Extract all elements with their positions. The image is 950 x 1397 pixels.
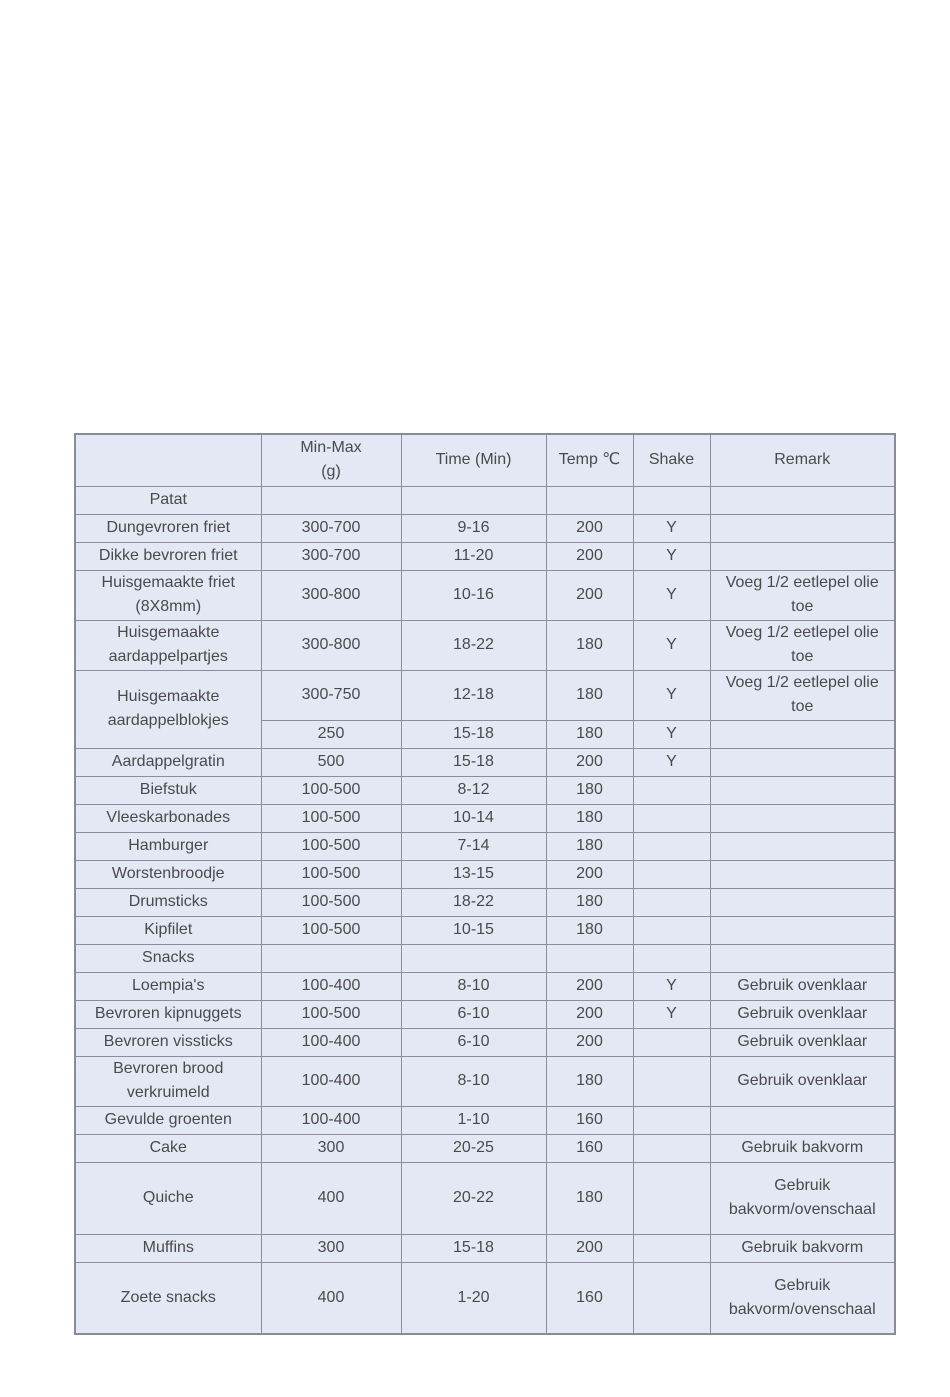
cell-minmax: 300-700 — [261, 514, 401, 542]
cell-food: Huisgemaakte aardappelblokjes — [75, 670, 261, 748]
cell-time: 13-15 — [401, 860, 546, 888]
cell-shake — [633, 1028, 710, 1056]
cell-temp: 180 — [546, 776, 633, 804]
cell-temp: 160 — [546, 1106, 633, 1134]
cell-shake: Y — [633, 670, 710, 720]
cell-remark — [710, 486, 895, 514]
cell-minmax: 400 — [261, 1262, 401, 1334]
cell-temp: 160 — [546, 1134, 633, 1162]
cell-minmax: 300-800 — [261, 570, 401, 620]
table-row — [75, 972, 895, 1000]
cell-minmax: 100-400 — [261, 1028, 401, 1056]
table-row — [75, 1262, 895, 1334]
cell-food: Drumsticks — [75, 888, 261, 916]
cell-food: Muffins — [75, 1234, 261, 1262]
cell-minmax: 300 — [261, 1134, 401, 1162]
cooking-table — [74, 433, 896, 1335]
cell-temp: 180 — [546, 888, 633, 916]
cell-remark: Gebruik ovenklaar — [710, 1000, 895, 1028]
table-row — [75, 514, 895, 542]
header-time: Time (Min) — [401, 434, 546, 486]
cell-time: 15-18 — [401, 1234, 546, 1262]
cell-shake — [633, 1162, 710, 1234]
cell-food: Bevroren kipnuggets — [75, 1000, 261, 1028]
cell-time: 18-22 — [401, 888, 546, 916]
cell-remark — [710, 542, 895, 570]
table-row — [75, 1234, 895, 1262]
cell-temp: 180 — [546, 832, 633, 860]
cell-remark: Voeg 1/2 eetlepel olie toe — [710, 620, 895, 670]
table-row — [75, 542, 895, 570]
cell-temp: 200 — [546, 1234, 633, 1262]
cell-time: 12-18 — [401, 670, 546, 720]
cell-shake — [633, 804, 710, 832]
cell-temp: 200 — [546, 1000, 633, 1028]
header-remark: Remark — [710, 434, 895, 486]
cell-time: 15-18 — [401, 748, 546, 776]
cell-shake — [633, 776, 710, 804]
cell-remark: Gebruik bakvorm/ovenschaal — [710, 1262, 895, 1334]
table-body — [75, 486, 895, 1334]
table-row — [75, 860, 895, 888]
cell-food: Dikke bevroren friet — [75, 542, 261, 570]
table-row — [75, 804, 895, 832]
cell-minmax: 100-500 — [261, 832, 401, 860]
table-row — [75, 570, 895, 620]
cell-time: 7-14 — [401, 832, 546, 860]
cell-food: Biefstuk — [75, 776, 261, 804]
table-row — [75, 486, 895, 514]
table-row — [75, 1106, 895, 1134]
cell-temp: 200 — [546, 1028, 633, 1056]
cell-temp: 180 — [546, 670, 633, 720]
cell-minmax: 250 — [261, 720, 401, 748]
cell-shake — [633, 1106, 710, 1134]
cell-remark: Gebruik bakvorm/ovenschaal — [710, 1162, 895, 1234]
cell-temp: 200 — [546, 542, 633, 570]
cell-remark: Voeg 1/2 eetlepel olie toe — [710, 670, 895, 720]
cell-minmax: 100-400 — [261, 972, 401, 1000]
cell-shake — [633, 1134, 710, 1162]
table-row — [75, 944, 895, 972]
cell-shake: Y — [633, 748, 710, 776]
cell-remark: Gebruik ovenklaar — [710, 1028, 895, 1056]
cell-food: Bevroren vissticks — [75, 1028, 261, 1056]
table-row — [75, 776, 895, 804]
cell-remark — [710, 514, 895, 542]
cell-time: 8-10 — [401, 1056, 546, 1106]
cell-shake: Y — [633, 720, 710, 748]
cell-food: Huisgemaakte aardappelpartjes — [75, 620, 261, 670]
cell-minmax: 400 — [261, 1162, 401, 1234]
cell-minmax — [261, 486, 401, 514]
cell-shake: Y — [633, 972, 710, 1000]
cell-shake — [633, 1056, 710, 1106]
cell-minmax — [261, 944, 401, 972]
header-min-max — [261, 434, 401, 486]
cell-shake: Y — [633, 542, 710, 570]
cell-remark — [710, 944, 895, 972]
cell-remark: Gebruik ovenklaar — [710, 972, 895, 1000]
cell-remark — [710, 860, 895, 888]
cell-time: 10-15 — [401, 916, 546, 944]
table-row — [75, 670, 895, 720]
cell-shake: Y — [633, 514, 710, 542]
header-min-max-label: Min-Max (g) — [300, 439, 362, 481]
cell-food: Zoete snacks — [75, 1262, 261, 1334]
cell-minmax: 300 — [261, 1234, 401, 1262]
cell-shake: Y — [633, 570, 710, 620]
cell-food: Patat — [75, 486, 261, 514]
cell-time: 10-14 — [401, 804, 546, 832]
cell-time: 10-16 — [401, 570, 546, 620]
cell-temp: 200 — [546, 570, 633, 620]
cell-shake — [633, 888, 710, 916]
cell-food: Snacks — [75, 944, 261, 972]
cell-time: 6-10 — [401, 1028, 546, 1056]
cell-shake — [633, 860, 710, 888]
cell-remark — [710, 888, 895, 916]
cell-shake — [633, 1234, 710, 1262]
table-row — [75, 1056, 895, 1106]
cell-remark: Gebruik bakvorm — [710, 1234, 895, 1262]
cell-food: Cake — [75, 1134, 261, 1162]
cell-time: 1-10 — [401, 1106, 546, 1134]
cell-food: Quiche — [75, 1162, 261, 1234]
table-row — [75, 888, 895, 916]
cell-food: Worstenbroodje — [75, 860, 261, 888]
cell-temp: 200 — [546, 748, 633, 776]
cell-shake: Y — [633, 1000, 710, 1028]
cell-minmax: 100-500 — [261, 860, 401, 888]
cell-shake — [633, 944, 710, 972]
cell-time: 11-20 — [401, 542, 546, 570]
table-row — [75, 748, 895, 776]
cell-shake: Y — [633, 620, 710, 670]
table-row — [75, 1134, 895, 1162]
cell-remark — [710, 916, 895, 944]
cell-minmax: 300-700 — [261, 542, 401, 570]
table-row — [75, 832, 895, 860]
cell-minmax: 100-400 — [261, 1106, 401, 1134]
cell-minmax: 100-500 — [261, 776, 401, 804]
cell-food: Vleeskarbonades — [75, 804, 261, 832]
header-food — [75, 434, 261, 486]
cell-food: Aardappelgratin — [75, 748, 261, 776]
cell-food: Hamburger — [75, 832, 261, 860]
cell-shake — [633, 486, 710, 514]
cell-shake — [633, 1262, 710, 1334]
cell-minmax: 100-500 — [261, 804, 401, 832]
cell-time: 6-10 — [401, 1000, 546, 1028]
cell-temp — [546, 944, 633, 972]
cell-food: Gevulde groenten — [75, 1106, 261, 1134]
cell-remark: Voeg 1/2 eetlepel olie toe — [710, 570, 895, 620]
cell-minmax: 300-750 — [261, 670, 401, 720]
cell-time — [401, 944, 546, 972]
cell-remark — [710, 748, 895, 776]
cell-remark: Gebruik ovenklaar — [710, 1056, 895, 1106]
cell-temp: 200 — [546, 514, 633, 542]
table-row — [75, 1162, 895, 1234]
cell-temp: 180 — [546, 916, 633, 944]
cell-temp: 180 — [546, 620, 633, 670]
table-row — [75, 1028, 895, 1056]
cell-time: 15-18 — [401, 720, 546, 748]
cell-remark — [710, 776, 895, 804]
cell-food: Kipfilet — [75, 916, 261, 944]
cell-time: 1-20 — [401, 1262, 546, 1334]
cell-food: Bevroren brood verkruimeld — [75, 1056, 261, 1106]
cell-minmax: 100-500 — [261, 916, 401, 944]
cell-temp: 180 — [546, 1056, 633, 1106]
cell-minmax: 500 — [261, 748, 401, 776]
cell-time: 20-25 — [401, 1134, 546, 1162]
table-row — [75, 916, 895, 944]
cell-minmax: 100-500 — [261, 888, 401, 916]
cell-time — [401, 486, 546, 514]
cell-minmax: 100-500 — [261, 1000, 401, 1028]
cell-minmax: 100-400 — [261, 1056, 401, 1106]
cell-shake — [633, 832, 710, 860]
cell-time: 9-16 — [401, 514, 546, 542]
cell-temp: 200 — [546, 860, 633, 888]
cell-temp — [546, 486, 633, 514]
cell-remark — [710, 1106, 895, 1134]
cell-remark — [710, 720, 895, 748]
cell-temp: 180 — [546, 804, 633, 832]
cell-time: 18-22 — [401, 620, 546, 670]
cell-time: 8-12 — [401, 776, 546, 804]
header-shake: Shake — [633, 434, 710, 486]
cell-remark — [710, 832, 895, 860]
cell-temp: 160 — [546, 1262, 633, 1334]
header-row — [75, 434, 895, 486]
table-row — [75, 1000, 895, 1028]
cell-food: Dungevroren friet — [75, 514, 261, 542]
table-row — [75, 620, 895, 670]
cell-temp: 180 — [546, 1162, 633, 1234]
cell-shake — [633, 916, 710, 944]
cell-remark: Gebruik bakvorm — [710, 1134, 895, 1162]
cell-temp: 180 — [546, 720, 633, 748]
cell-time: 8-10 — [401, 972, 546, 1000]
cell-temp: 200 — [546, 972, 633, 1000]
cell-food: Loempia's — [75, 972, 261, 1000]
cell-food: Huisgemaakte friet (8X8mm) — [75, 570, 261, 620]
cell-remark — [710, 804, 895, 832]
cell-minmax: 300-800 — [261, 620, 401, 670]
header-temp: Temp ℃ — [546, 434, 633, 486]
cell-time: 20-22 — [401, 1162, 546, 1234]
